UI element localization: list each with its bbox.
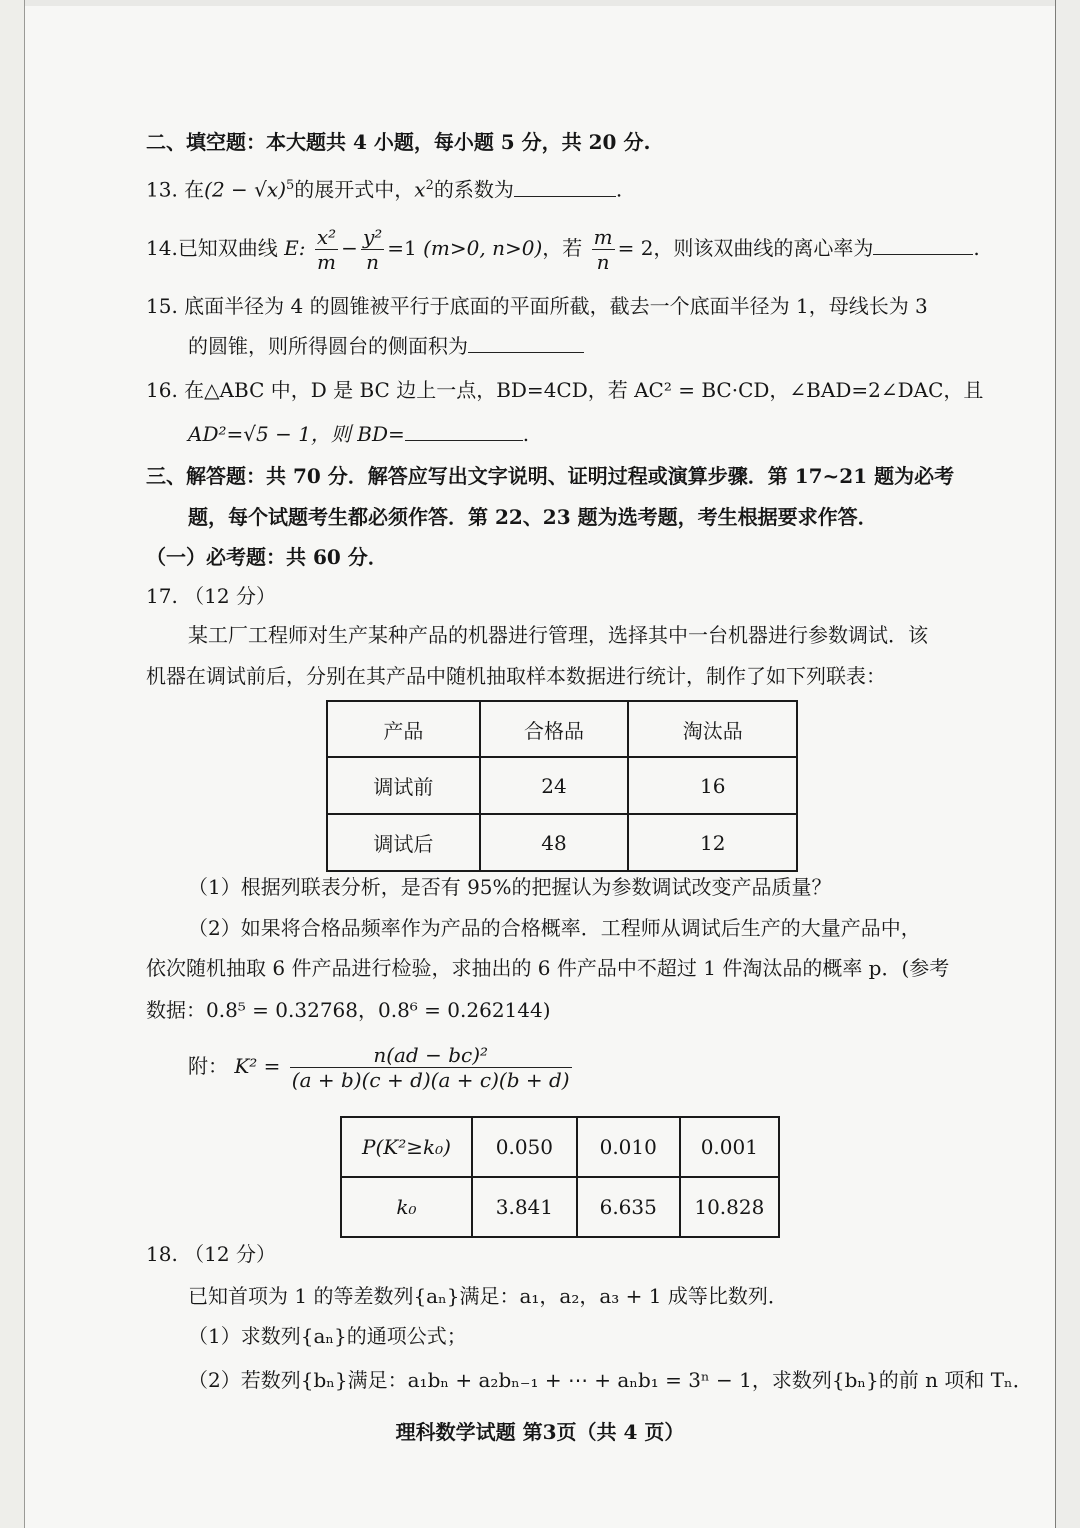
table-row [327,814,797,871]
table-cell: 10.828 [680,1177,779,1237]
formula-denominator: (a + b)(c + d)(a + c)(b + d) [291,1068,570,1092]
q14-fraction-mn: $\frac{m}{n}$ [593,225,613,274]
section3-subheading: （一）必考题：共 60 分． [146,545,388,569]
q14-fraction-x: $\frac{\text{x²}}{m}$ [316,225,337,274]
q13-post: 的系数为 [433,177,514,202]
q18-number: 18. [146,1242,178,1266]
q18-paragraph: 已知首项为 1 的等差数列{aₙ}满足：a₁，a₂，a₃ + 1 成等比数列． [188,1284,788,1308]
table-header-cell: 产品 [327,701,480,757]
question-17-header [146,582,276,610]
scan-border-left [0,0,25,1528]
question-15-line1 [146,292,928,320]
question-14: 14.已知双曲线 E: $\frac{\text{x²}}{m}$ − $\frac{\text{y²}}{n}$ =1 (m>0, n>0)，若 $\frac{m}{n}$ = 2，则该双曲线的离心率为 . [146,225,980,274]
q18-part1: （1）求数列{aₙ}的通项公式； [188,1324,467,1348]
formula-numerator: n(ad − bc)² [290,1043,572,1068]
formula-fraction [290,1043,572,1092]
q14-number: 14. [146,236,178,260]
scan-border-top [0,0,1080,6]
q13-number: 13. [146,177,178,202]
table-cell: 0.010 [577,1117,680,1177]
q16-number: 16. [146,378,178,402]
q15-answer-blank [468,332,584,353]
q14-answer-blank [873,234,973,255]
table-header-cell: 淘汰品 [628,701,797,757]
k-critical-table [340,1116,780,1238]
q13-var: x [414,177,426,202]
table-cell: 48 [480,814,629,871]
k-squared-formula [188,1038,575,1094]
table-cell: k₀ [341,1177,472,1237]
table-cell: 16 [628,757,797,814]
q17-part2-line2: 依次随机抽取 6 件产品进行检验，求抽出的 6 件产品中不超过 1 件淘汰品的概率 p．(参考 [146,956,950,980]
table-cell: P(K²≥k₀) [341,1117,472,1177]
table-cell: 调试前 [327,757,480,814]
appendix-label: 附： [188,1054,228,1078]
question-16-line2: AD²=√5 − 1，则 BD= . [188,422,530,446]
q15-text-line2: 的圆锥，则所得圆台的侧面积为 [188,334,468,358]
q15-number: 15. [146,294,178,318]
table-cell: 24 [480,757,629,814]
q18-part2: （2）若数列{bₙ}满足：a₁bₙ + a₂bₙ₋₁ + ⋯ + aₙb₁ = 3ⁿ − 1，求数列{bₙ}的前 n 项和 Tₙ． [188,1368,1033,1392]
q13-exp: 5 [286,178,295,193]
formula-lhs: K² = [234,1054,281,1078]
q13-mid: 的展开式中， [294,177,415,202]
question-15-line2 [188,332,584,360]
q17-paragraph-line1: 某工厂工程师对生产某种产品的机器进行管理，选择其中一台机器进行参数调试．该 [188,623,928,647]
q17-score: （12 分） [184,584,276,608]
q13-var-exp: 2 [425,178,434,193]
table-row [341,1117,779,1177]
table-header-cell: 合格品 [480,701,629,757]
table-cell: 0.001 [680,1117,779,1177]
q13-pre: 在 [184,177,205,202]
table-header-row [327,701,797,757]
table-row [327,757,797,814]
q13-answer-blank [514,176,616,197]
question-18-header [146,1240,276,1268]
contingency-table [326,700,798,872]
table-cell: 12 [628,814,797,871]
section3-line2: 题，每个试题考生都必须作答．第 22、23 题为选考题，考生根据要求作答． [188,505,878,529]
q17-number: 17. [146,584,178,608]
q14-fraction-y: $\frac{\text{y²}}{n}$ [362,225,383,274]
table-cell: 6.635 [577,1177,680,1237]
q14-post: ，则该双曲线的离心率为 [653,236,874,260]
question-13: 13. 在$(2 - √x)^5$的展开式中，$x^2$的系数为 . [146,177,623,202]
table-cell: 3.841 [472,1177,577,1237]
scan-border-right [1055,0,1080,1528]
q14-condition: (m>0, n>0) [423,236,543,260]
q18-score: （12 分） [184,1242,276,1266]
q17-part2-line1: （2）如果将合格品频率作为产品的合格概率．工程师从调试后生产的大量产品中， [188,916,921,940]
table-cell: 调试后 [327,814,480,871]
q16-text-line1: 在△ABC 中，D 是 BC 边上一点，BD=4CD，若 AC² = BC·CD，∠BAD=2∠DAC，且 [184,378,984,402]
q16-text-line2: AD²=√5 − 1，则 BD= [188,422,405,446]
question-16-line1 [146,376,983,404]
q14-if: ，若 [542,236,583,260]
table-row [341,1177,779,1237]
q17-paragraph-line2: 机器在调试前后，分别在其产品中随机抽取样本数据进行统计，制作了如下列联表： [146,664,886,688]
q14-eq: =1 [387,236,417,260]
q13-expr: (2 − √x) [204,177,286,202]
q14-curve: E: [284,236,306,260]
q17-part2-line3: 数据：0.8⁵ = 0.32768，0.8⁶ = 0.262144) [146,998,551,1022]
q14-eq2: = 2 [617,236,654,260]
q15-text-line1: 底面半径为 4 的圆锥被平行于底面的平面所截，截去一个底面半径为 1，母线长为 3 [184,294,928,318]
q17-part1: （1）根据列联表分析，是否有 95%的把握认为参数调试改变产品质量？ [188,875,832,899]
q16-answer-blank [405,420,523,441]
section2-heading: 二、填空题：本大题共 4 小题，每小题 5 分，共 20 分. [146,130,651,154]
table-cell: 0.050 [472,1117,577,1177]
q14-pre: 已知双曲线 [177,236,278,260]
page-footer: 理科数学试题 第3页（共 4 页） [395,1420,685,1444]
section3-line1: 三、解答题：共 70 分．解答应写出文字说明、证明过程或演算步骤．第 17~21 题为必考 [146,464,955,488]
